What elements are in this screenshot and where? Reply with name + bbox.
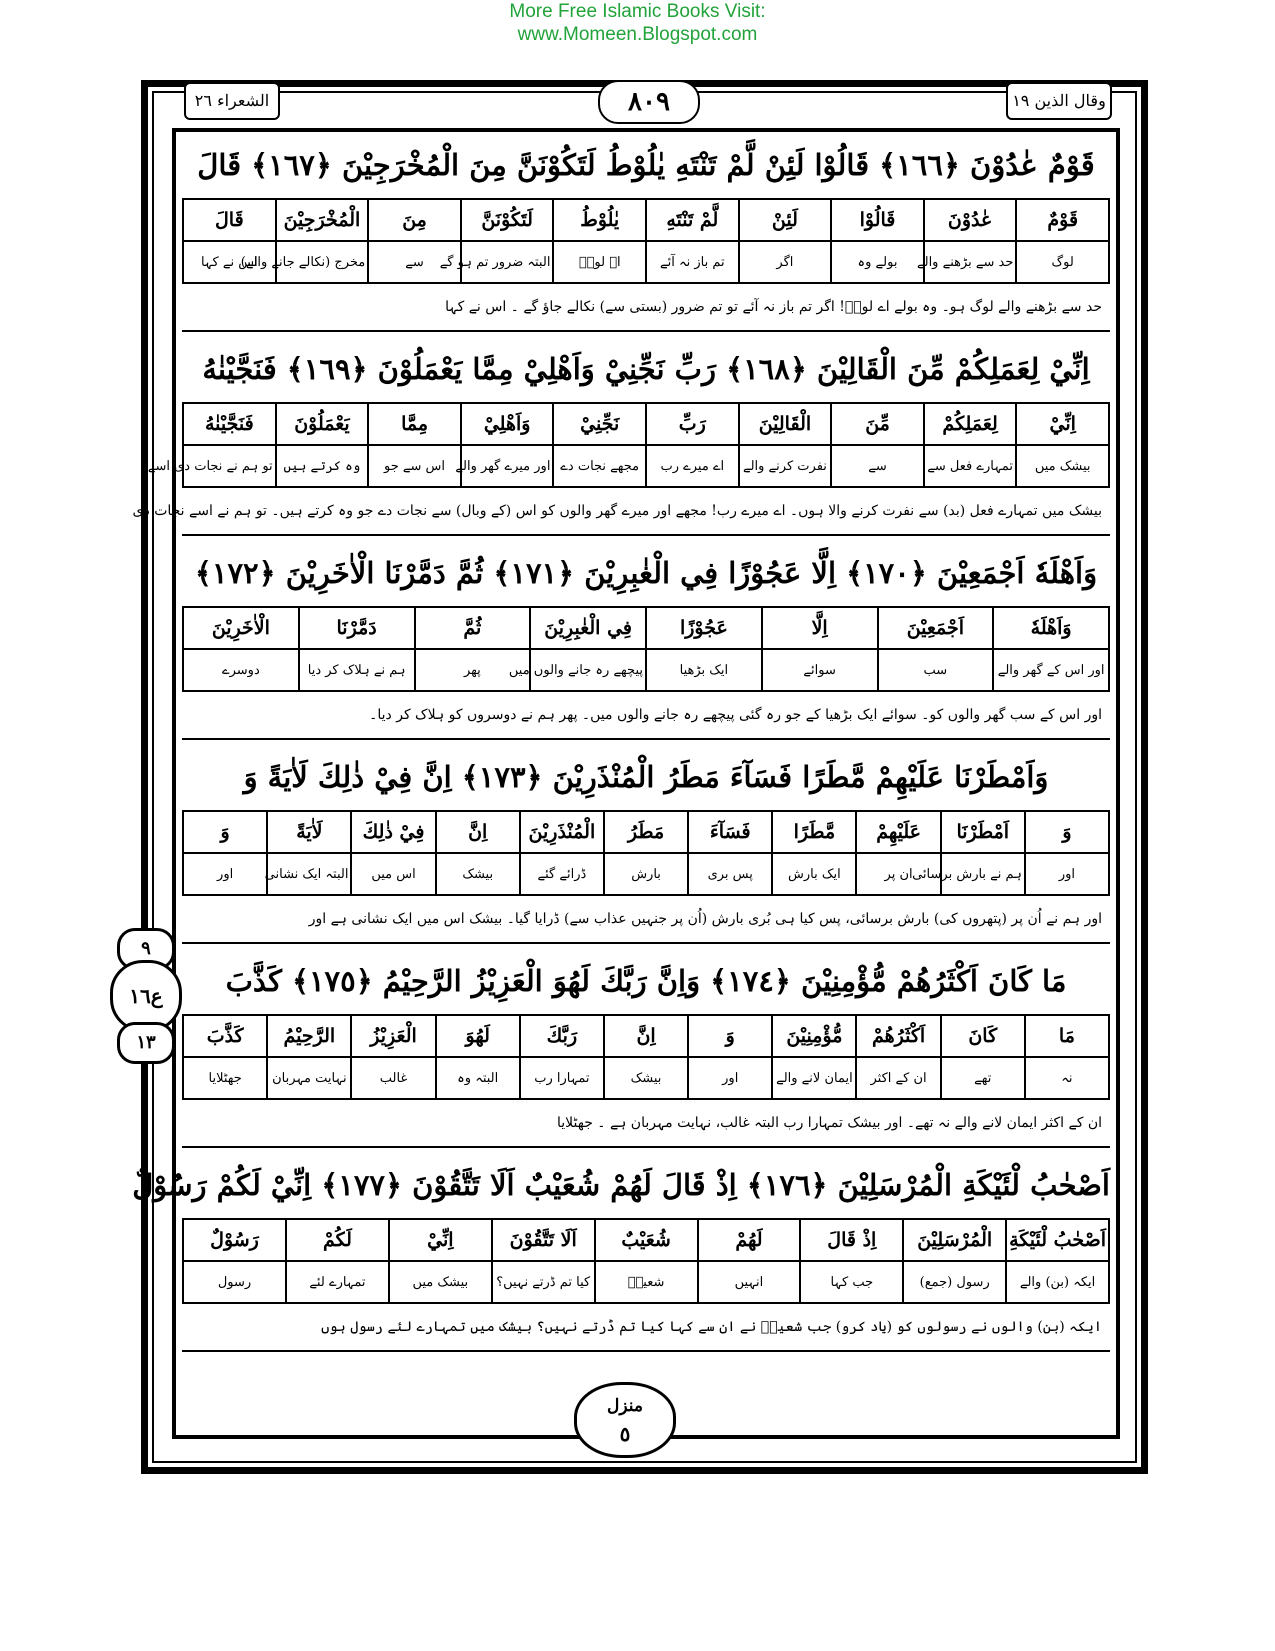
word-meaning-cell: سے — [831, 445, 924, 487]
arabic-verse-line: اَصْحٰبُ لْئَيْكَةِ الْمُرْسَلِيْنَ ﴿١٧٦﴾ اِذْ قَالَ لَهُمْ شُعَيْبٌ اَلَا تَتَّقُوْنَ ﴿١٧٧﴾ اِنِّيْ لَكُمْ رَسُوْلٌ — [132, 1168, 1110, 1202]
arabic-word-cell: اِنِّيْ — [389, 1219, 492, 1261]
word-by-word-table — [182, 1014, 1110, 1100]
website-note-line1: More Free Islamic Books Visit: — [509, 1, 766, 22]
word-meaning-cell: تو ہم نے نجات دی اسے — [183, 445, 276, 487]
word-meaning-cell: ایک بارش — [772, 853, 856, 895]
word-meaning-cell: مخرج (نکالے جانے والے) — [276, 241, 369, 283]
arabic-word-cell: عٰدُوْنَ — [924, 199, 1017, 241]
arabic-word-cell: وَاَهْلِيْ — [461, 403, 554, 445]
word-meaning-cell: نہایت مہربان — [267, 1057, 351, 1099]
word-meaning-cell: اگر — [739, 241, 832, 283]
arabic-word-cell: مَّطَرًا — [772, 811, 856, 853]
arabic-word-cell: اِنَّ — [604, 1015, 688, 1057]
word-meaning-cell: البتہ ایک نشانی — [267, 853, 351, 895]
arabic-word-cell: اَلَا تَتَّقُوْنَ — [492, 1219, 595, 1261]
arabic-word-cell: اَجْمَعِيْنَ — [878, 607, 994, 649]
page-number: ٨٠٩ — [598, 80, 700, 124]
word-meaning-cell: مجھے نجات دے — [553, 445, 646, 487]
word-meanings-row — [183, 1261, 1109, 1303]
word-meaning-cell: اس میں — [351, 853, 435, 895]
verse-block — [132, 336, 1110, 536]
word-meaning-cell: سوائے — [762, 649, 878, 691]
word-by-word-table — [182, 198, 1110, 284]
urdu-translation-line: ایکہ (بن) والوں نے رسولوں کو (یاد کرو) جب شعیبؑ نے ان سے کہا کیا تم ڈرتے نہیں؟ بیشک میں تمہارے لئے رسول ہوں — [182, 1304, 1110, 1352]
word-meaning-cell: دوسرے — [183, 649, 299, 691]
arabic-word-cell: لَهُمْ — [698, 1219, 801, 1261]
word-meaning-cell: تھے — [941, 1057, 1025, 1099]
word-meaning-cell: حد سے بڑھنے والے — [924, 241, 1017, 283]
word-meaning-cell: اور — [688, 1057, 772, 1099]
arabic-word-cell: الْمُخْرَجِيْنَ — [276, 199, 369, 241]
word-meaning-cell: رسول (جمع) — [903, 1261, 1006, 1303]
word-meaning-cell: اس سے جو — [368, 445, 461, 487]
word-meaning-cell: اور میرے گھر والے — [461, 445, 554, 487]
word-meaning-cell: ان کے اکثر — [856, 1057, 940, 1099]
arabic-word-cell: كَذَّبَ — [183, 1015, 267, 1057]
arabic-words-row — [183, 607, 1109, 649]
word-meaning-cell: پھر — [415, 649, 531, 691]
arabic-word-cell: وَ — [1025, 811, 1109, 853]
arabic-verse-line: مَا كَانَ اَكْثَرُهُمْ مُّؤْمِنِيْنَ ﴿١٧٤﴾ وَاِنَّ رَبَّكَ لَهُوَ الْعَزِيْزُ الرَّحِيْمُ ﴿١٧٥﴾ كَذَّبَ — [225, 964, 1067, 998]
word-meaning-cell: سب — [878, 649, 994, 691]
arabic-word-cell: الْاٰخَرِيْنَ — [183, 607, 299, 649]
arabic-word-cell: اِلَّا — [762, 607, 878, 649]
urdu-translation-line: ان کے اکثر ایمان لانے والے نہ تھے۔ اور بیشک تمہارا رب البتہ غالب، نہایت مہربان ہے ۔ جھٹلایا — [182, 1100, 1110, 1148]
word-meaning-cell: بیشک — [604, 1057, 688, 1099]
website-note — [0, 0, 1275, 46]
arabic-words-row — [183, 811, 1109, 853]
word-meaning-cell: نفرت کرنے والے — [739, 445, 832, 487]
arabic-word-cell: دَمَّرْنَا — [299, 607, 415, 649]
word-by-word-table — [182, 606, 1110, 692]
arabic-word-cell: اَمْطَرْنَا — [941, 811, 1025, 853]
manzil-number: ٥ — [619, 1422, 631, 1446]
arabic-word-cell: قَوْمٌ — [1016, 199, 1109, 241]
word-meaning-cell: غالب — [351, 1057, 435, 1099]
word-meaning-cell: جھٹلایا — [183, 1057, 267, 1099]
word-by-word-table — [182, 1218, 1110, 1304]
word-meaning-cell: بولے وہ — [831, 241, 924, 283]
word-meaning-cell: اے میرے رب — [646, 445, 739, 487]
verse-block — [182, 948, 1110, 1148]
arabic-word-cell: وَ — [688, 1015, 772, 1057]
arabic-word-cell: مَطَرُ — [604, 811, 688, 853]
word-meaning-cell: ایکہ (بن) والے — [1006, 1261, 1109, 1303]
manzil-label: منزل — [607, 1396, 643, 1416]
arabic-word-cell: رَسُوْلٌ — [183, 1219, 286, 1261]
arabic-word-cell: وَاَهْلَهٗ — [993, 607, 1109, 649]
arabic-word-cell: قَالُوْا — [831, 199, 924, 241]
arabic-word-cell: مِنَ — [368, 199, 461, 241]
arabic-verse-line: وَاَمْطَرْنَا عَلَيْهِمْ مَّطَرًا فَسَآءَ مَطَرُ الْمُنْذَرِيْنَ ﴿١٧٣﴾ اِنَّ فِيْ ذٰلِكَ لَاٰيَةً وَ — [243, 760, 1049, 794]
arabic-word-cell: نَجِّنِيْ — [553, 403, 646, 445]
word-meaning-cell: اور — [183, 853, 267, 895]
surah-title: الشعراء ٢٦ — [184, 82, 280, 120]
word-meaning-cell: اور — [1025, 853, 1109, 895]
word-meaning-cell: انہیں — [698, 1261, 801, 1303]
verse-block — [132, 1152, 1110, 1352]
arabic-word-cell: اَكْثَرُهُمْ — [856, 1015, 940, 1057]
word-meaning-cell: تم باز نہ آئے — [646, 241, 739, 283]
arabic-word-cell: عَلَيْهِمْ — [856, 811, 940, 853]
arabic-word-cell: عَجُوْزًا — [646, 607, 762, 649]
arabic-word-cell: وَ — [183, 811, 267, 853]
word-meaning-cell: ایک بڑھیا — [646, 649, 762, 691]
arabic-verse-line: وَاَهْلَهٗ اَجْمَعِيْنَ ﴿١٧٠﴾ اِلَّا عَجُوْزًا فِي الْغٰبِرِيْنَ ﴿١٧١﴾ ثُمَّ دَمَّرْنَا الْاٰخَرِيْنَ ﴿١٧٢﴾ — [194, 556, 1098, 590]
arabic-word-cell: لَهُوَ — [436, 1015, 520, 1057]
arabic-word-cell: لَئِنْ — [739, 199, 832, 241]
arabic-word-cell: لَّمْ تَنْتَهِ — [646, 199, 739, 241]
arabic-word-cell: الْمُنْذَرِيْنَ — [520, 811, 604, 853]
word-meaning-cell: وہ کرتے ہیں — [276, 445, 369, 487]
arabic-word-cell: الْقَالِيْنَ — [739, 403, 832, 445]
arabic-word-cell: ثُمَّ — [415, 607, 531, 649]
word-meaning-cell: ایمان لانے والے — [772, 1057, 856, 1099]
word-meanings-row — [183, 445, 1109, 487]
website-note-line2[interactable]: www.Momeen.Blogspot.com — [517, 24, 758, 45]
arabic-word-cell: الْمُرْسَلِيْنَ — [903, 1219, 1006, 1261]
manzil-badge — [574, 1382, 676, 1458]
word-meaning-cell: تمہارا رب — [520, 1057, 604, 1099]
word-meanings-row — [183, 1057, 1109, 1099]
arabic-word-cell: مِّنَ — [831, 403, 924, 445]
word-meaning-cell: اور اس کے گھر والے — [993, 649, 1109, 691]
arabic-word-cell: اَصْحٰبُ لْئَيْكَةِ — [1006, 1219, 1109, 1261]
arabic-word-cell: اِنِّيْ — [1016, 403, 1109, 445]
word-by-word-table — [182, 810, 1110, 896]
arabic-words-row — [183, 403, 1109, 445]
urdu-translation-line: اور ہم نے اُن پر (پتھروں کی) بارش برسائی، پس کیا ہی بُری بارش (اُن پر جنہیں عذاب سے) ڈرایا گیا۔ بیشک اس میں ایک نشانی ہے اور — [182, 896, 1110, 944]
verse-block — [182, 540, 1110, 740]
arabic-word-cell: اِنَّ — [436, 811, 520, 853]
ruku-marker-top: ٩ — [117, 928, 175, 970]
ruku-marker-middle: ع١٦ — [110, 960, 182, 1032]
word-meanings-row — [183, 649, 1109, 691]
arabic-word-cell: لَاٰيَةً — [267, 811, 351, 853]
arabic-words-row — [183, 1219, 1109, 1261]
arabic-word-cell: الرَّحِيْمُ — [267, 1015, 351, 1057]
word-meaning-cell: اس نے کہا — [183, 241, 276, 283]
arabic-word-cell: يٰلُوْطُ — [553, 199, 646, 241]
word-by-word-table — [147, 402, 1110, 488]
arabic-word-cell: فَنَجَّيْنٰهُ — [183, 403, 276, 445]
word-meaning-cell: رسول — [183, 1261, 286, 1303]
arabic-words-row — [183, 199, 1109, 241]
arabic-word-cell: لِعَمَلِكُمْ — [924, 403, 1017, 445]
word-meaning-cell: جب کہا — [800, 1261, 903, 1303]
arabic-word-cell: لَتَكُوْنَنَّ — [461, 199, 554, 241]
arabic-word-cell: رَبِّ — [646, 403, 739, 445]
word-meaning-cell: ہم نے ہلاک کر دیا — [299, 649, 415, 691]
word-meaning-cell: ہم نے بارش برسائی — [941, 853, 1025, 895]
word-meaning-cell: لوگ — [1016, 241, 1109, 283]
word-meaning-cell: بیشک — [436, 853, 520, 895]
verse-block — [182, 744, 1110, 944]
verse-block — [182, 132, 1110, 332]
word-meaning-cell: ان پر — [856, 853, 940, 895]
arabic-words-row — [183, 1015, 1109, 1057]
arabic-word-cell: شُعَيْبٌ — [595, 1219, 698, 1261]
word-meaning-cell: بیشک میں — [1016, 445, 1109, 487]
word-meaning-cell: سے — [368, 241, 461, 283]
arabic-word-cell: رَبَّكَ — [520, 1015, 604, 1057]
arabic-word-cell: مِمَّا — [368, 403, 461, 445]
arabic-word-cell: يَعْمَلُوْنَ — [276, 403, 369, 445]
word-meaning-cell: اے لوطؑ — [553, 241, 646, 283]
word-meaning-cell: ڈرائے گئے — [520, 853, 604, 895]
arabic-word-cell: قَالَ — [183, 199, 276, 241]
word-meanings-row — [183, 241, 1109, 283]
arabic-word-cell: مُّؤْمِنِيْنَ — [772, 1015, 856, 1057]
arabic-word-cell: كَانَ — [941, 1015, 1025, 1057]
juz-title: وقال الذين ١٩ — [1006, 82, 1112, 120]
urdu-translation-line: حد سے بڑھنے والے لوگ ہو۔ وہ بولے اے لوطؑ! اگر تم باز نہ آئے تو تم ضرور (بستی سے) نکالے جاؤ گے ۔ اس نے کہا — [182, 284, 1110, 332]
word-meaning-cell: البتہ ضرور تم ہو گے — [461, 241, 554, 283]
arabic-word-cell: فَسَآءَ — [688, 811, 772, 853]
arabic-word-cell: اِذْ قَالَ — [800, 1219, 903, 1261]
arabic-verse-line: قَوْمٌ عٰدُوْنَ ﴿١٦٦﴾ قَالُوْا لَئِنْ لَّمْ تَنْتَهِ يٰلُوْطُ لَتَكُوْنَنَّ مِنَ الْمُخْرَجِيْنَ ﴿١٦٧﴾ قَالَ — [197, 148, 1095, 182]
word-meaning-cell: نہ — [1025, 1057, 1109, 1099]
word-meaning-cell: پیچھے رہ جانے والوں میں — [530, 649, 646, 691]
arabic-word-cell: فِيْ ذٰلِكَ — [351, 811, 435, 853]
arabic-word-cell: لَكُمْ — [286, 1219, 389, 1261]
urdu-translation-line: بیشک میں تمہارے فعل (بد) سے نفرت کرنے والا ہوں۔ اے میرے رب! مجھے اور میرے گھر والوں کو اس (کے وبال) سے نجات دے جو وہ کرتے ہیں۔ تو ہم نے اسے نجات دی — [182, 488, 1110, 536]
urdu-translation-line: اور اس کے سب گھر والوں کو۔ سوائے ایک بڑھیا کے جو رہ گئی پیچھے رہ جانے والوں میں۔ پھر ہم نے دوسروں کو ہلاک کر دیا۔ — [182, 692, 1110, 740]
word-meaning-cell: بارش — [604, 853, 688, 895]
word-meaning-cell: تمہارے فعل سے — [924, 445, 1017, 487]
word-meaning-cell: بیشک میں — [389, 1261, 492, 1303]
ruku-marker-bottom: ١٣ — [117, 1022, 175, 1064]
word-meaning-cell: کیا تم ڈرتے نہیں؟ — [492, 1261, 595, 1303]
word-meaning-cell: شعیبؑ — [595, 1261, 698, 1303]
arabic-word-cell: فِي الْغٰبِرِيْنَ — [530, 607, 646, 649]
arabic-word-cell: مَا — [1025, 1015, 1109, 1057]
arabic-verse-line: اِنِّيْ لِعَمَلِكُمْ مِّنَ الْقَالِيْنَ ﴿١٦٨﴾ رَبِّ نَجِّنِيْ وَاَهْلِيْ مِمَّا يَعْمَلُوْنَ ﴿١٦٩﴾ فَنَجَّيْنٰهُ — [202, 352, 1090, 386]
word-meaning-cell: تمہارے لئے — [286, 1261, 389, 1303]
word-meaning-cell: پس بری — [688, 853, 772, 895]
arabic-word-cell: الْعَزِيْزُ — [351, 1015, 435, 1057]
word-meanings-row — [183, 853, 1109, 895]
word-meaning-cell: البتہ وہ — [436, 1057, 520, 1099]
